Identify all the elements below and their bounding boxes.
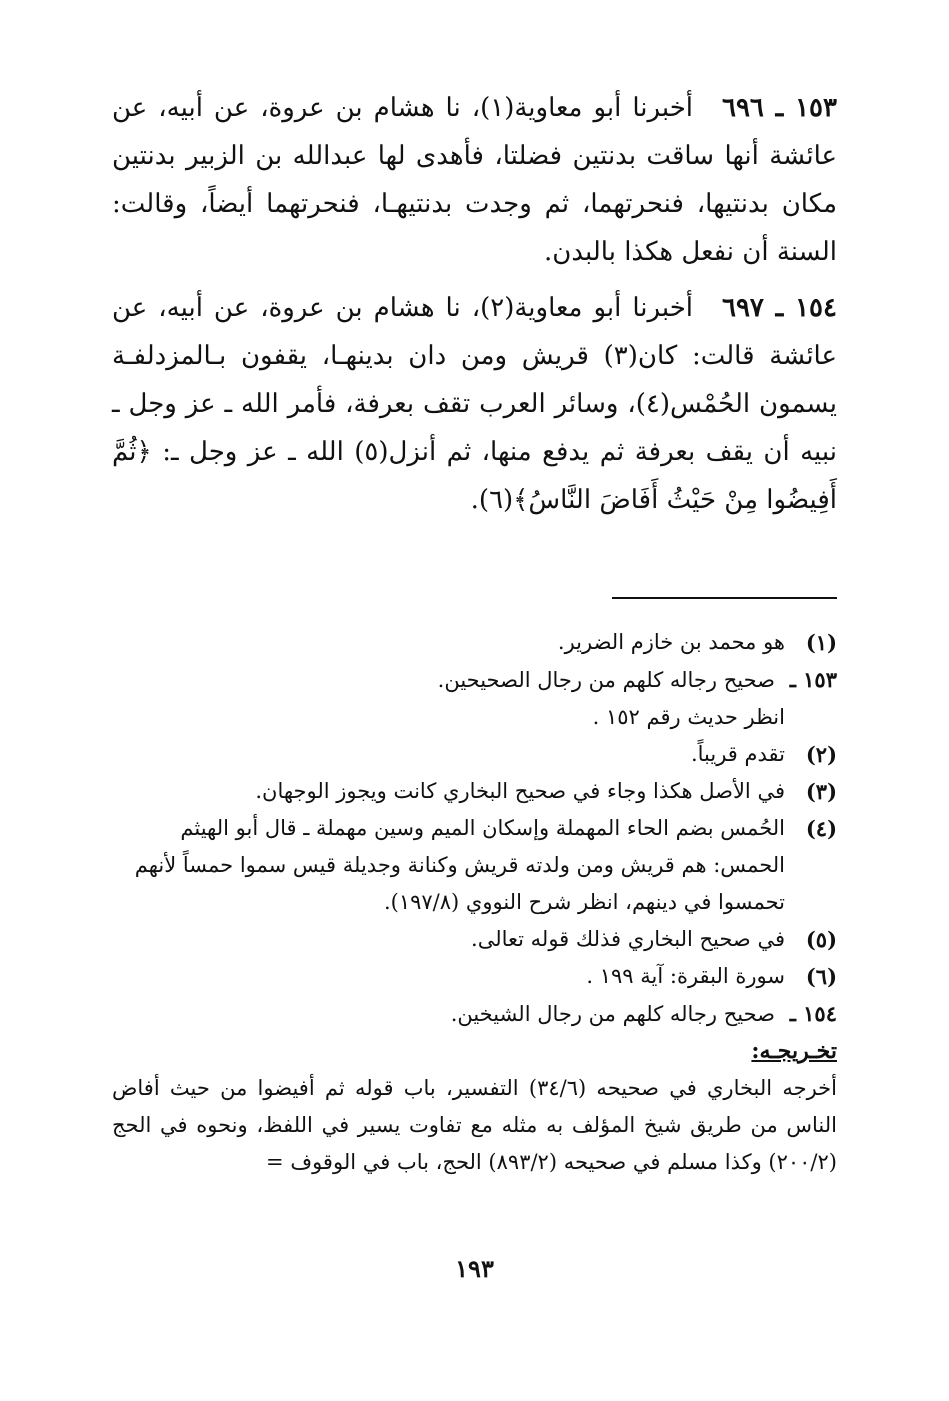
footnote-text: صحيح رجاله كلهم من رجال الصحيحين. — [437, 668, 775, 692]
footnote-divider — [612, 597, 837, 599]
footnote-text: هو محمد بن خازم الضرير. — [557, 630, 785, 654]
footnote-5 — [112, 921, 837, 958]
footnote-marker: ١٥٣ ـ — [789, 667, 837, 692]
hadith-number: ١٥٤ ـ ٦٩٧ — [722, 293, 837, 323]
hadith-154 — [112, 284, 837, 524]
hadith-number: ١٥٣ ـ ٦٩٦ — [722, 93, 837, 123]
footnote-3 — [112, 773, 837, 810]
footnote-153-grading — [112, 661, 837, 699]
footnote-154-grading — [112, 995, 837, 1033]
footnote-1 — [112, 624, 837, 661]
footnote-marker: (٣) — [805, 779, 837, 804]
footnote-marker: (٢) — [805, 742, 837, 767]
hadith-text: أخبرنا أبو معاوية(١)، نا هشام بن عروة، عن أبيه، عن عائشة أنها ساقت بدنتين فضلتا، فأهدى لها عبدالله بن الزبير بدنتين مكان بدنتيها، فنحرتهما، ثم وجدت بدنتيهـا، فنحرتهما أيضاً، وقالت: السنة أن نفعل هكذا بالبدن. — [112, 93, 837, 267]
footnote-text: تقدم قريباً. — [690, 742, 785, 766]
takhrij-heading: تخـريجـه: — [751, 1038, 837, 1064]
hadith-153 — [112, 84, 837, 276]
footnote-4 — [112, 810, 837, 921]
footnote-text: في صحيح البخاري فذلك قوله تعالى. — [471, 927, 785, 951]
footnote-marker: ١٥٤ ـ — [789, 1001, 837, 1026]
footnote-text: صحيح رجاله كلهم من رجال الشيخين. — [450, 1002, 775, 1026]
takhrij-text: أخرجه البخاري في صحيحه (٣٤/٦) التفسير، باب قوله ثم أفيضوا من حيث أفاض الناس من طريق شيخ المؤلف به مثله مع تفاوت يسير في اللفظ، ونحوه في الحج (٢٠٠/٢) وكذا مسلم في صحيحه (٨٩٣/٢) الحج، باب في الوقوف = — [112, 1076, 837, 1174]
footnote-text: الحُمس بضم الحاء المهملة وإسكان الميم وسين مهملة ـ قال أبو الهيثم الحمس: هم قريش ومن ولدته قريش وكنانة وجديلة قيس سموا حمساً لأنهم تحمسوا في دينهم، انظر شرح النووي (١٩٧/٨). — [134, 816, 785, 914]
footnote-2 — [112, 736, 837, 773]
hadith-text: أخبرنا أبو معاوية(٢)، نا هشام بن عروة، عن أبيه، عن عائشة قالت: كان(٣) قريش ومن دان بدينهـا، يقفون بـالمزدلفـة يسمون الحُمْس(٤)، وسائر العرب تقف بعرفة، فأمر الله ـ عز وجل ـ نبيه أن يقف بعرفة ثم يدفع منها، ثم أنزل(٥) الله ـ عز وجل ـ: ﴿ثُمَّ أَفِيضُوا مِنْ حَيْثُ أَفَاضَ النَّاسُ﴾(٦). — [112, 293, 837, 515]
footnote-marker: (١) — [805, 630, 837, 655]
footnote-marker: (٤) — [805, 816, 837, 841]
footnote-text: سورة البقرة: آية ١٩٩ . — [586, 964, 785, 988]
page-number: ١٩٣ — [455, 1254, 494, 1283]
footnote-text: انظر حديث رقم ١٥٢ . — [592, 705, 785, 729]
footnote-marker: (٦) — [805, 964, 837, 989]
footnotes — [112, 624, 837, 1181]
footnote-marker: (٥) — [805, 927, 837, 952]
footnote-text: في الأصل هكذا وجاء في صحيح البخاري كانت ويجوز الوجهان. — [255, 779, 785, 803]
footnote-153-reference — [112, 699, 837, 736]
footnote-6 — [112, 958, 837, 995]
